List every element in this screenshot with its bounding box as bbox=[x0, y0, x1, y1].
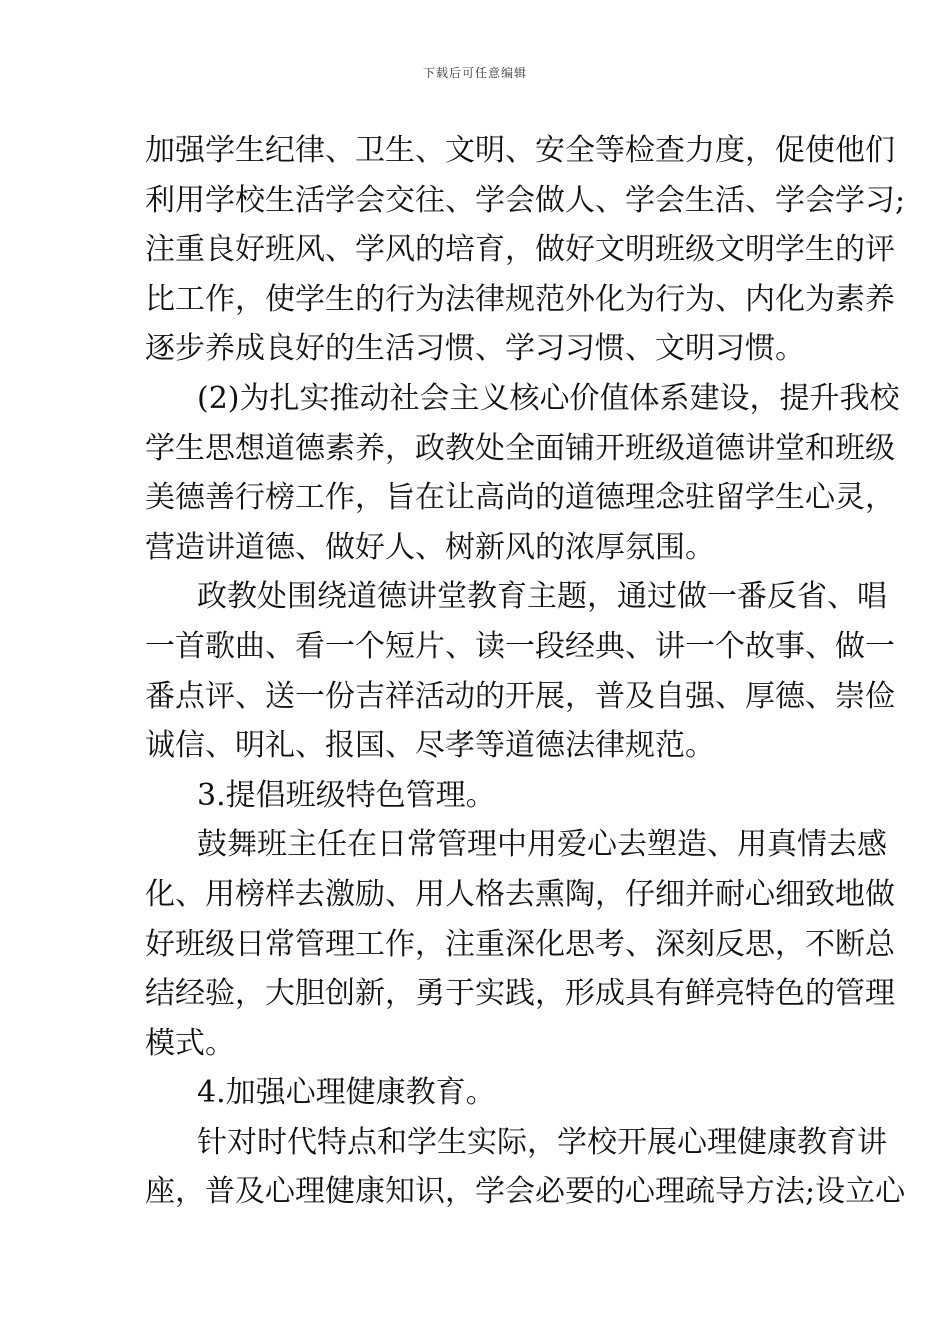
text-line: 针对时代特点和学生实际，学校开展心理健康教育讲 bbox=[197, 1124, 887, 1160]
text-line: 番点评、送一份吉祥活动的开展，普及自强、厚德、崇俭 bbox=[145, 678, 895, 714]
text-line: 好班级日常管理工作，注重深化思考、深刻反思，不断总 bbox=[145, 926, 895, 962]
text-line: 加强学生纪律、卫生、文明、安全等检查力度，促使他们 bbox=[145, 133, 895, 168]
text-line: 鼓舞班主任在日常管理中用爱心去塑造、用真情去感 bbox=[197, 827, 887, 863]
text-line: 结经验，大胆创新，勇于实践，形成具有鲜亮特色的管理 bbox=[145, 976, 895, 1012]
section-heading: 4.加强心理健康教育。 bbox=[197, 1075, 496, 1111]
text-line: 利用学校生活学会交往、学会做人、学会生活、学会学习; bbox=[145, 182, 906, 218]
text-line: 营造讲道德、做好人、树新风的浓厚氛围。 bbox=[145, 529, 715, 565]
text-line: 座，普及心理健康知识，学会必要的心理疏导方法;设立心 bbox=[145, 1174, 906, 1210]
text-line: 逐步养成良好的生活习惯、学习习惯、文明习惯。 bbox=[145, 331, 805, 367]
text-line: 诚信、明礼、报国、尽孝等道德法律规范。 bbox=[145, 728, 715, 764]
section-heading: 3.提倡班级特色管理。 bbox=[197, 777, 496, 813]
text-line: (2)为扎实推动社会主义核心价值体系建设，提升我校 bbox=[197, 380, 900, 416]
page-header: 下载后可任意编辑 bbox=[422, 66, 527, 80]
text-line: 化、用榜样去激励、用人格去熏陶，仔细并耐心细致地做 bbox=[145, 876, 895, 912]
document-body bbox=[145, 126, 906, 1217]
text-line: 政教处围绕道德讲堂教育主题，通过做一番反省、唱 bbox=[197, 579, 887, 615]
text-line: 美德善行榜工作，旨在让高尚的道德理念驻留学生心灵， bbox=[145, 480, 895, 516]
text-line: 学生思想道德素养，政教处全面铺开班级道德讲堂和班级 bbox=[145, 430, 895, 466]
text-line: 一首歌曲、看一个短片、读一段经典、讲一个故事、做一 bbox=[145, 628, 895, 664]
text-line: 模式。 bbox=[145, 1025, 235, 1061]
text-line: 注重良好班风、学风的培育，做好文明班级文明学生的评 bbox=[145, 232, 895, 268]
text-line: 比工作，使学生的行为法律规范外化为行为、内化为素养 bbox=[145, 281, 895, 317]
